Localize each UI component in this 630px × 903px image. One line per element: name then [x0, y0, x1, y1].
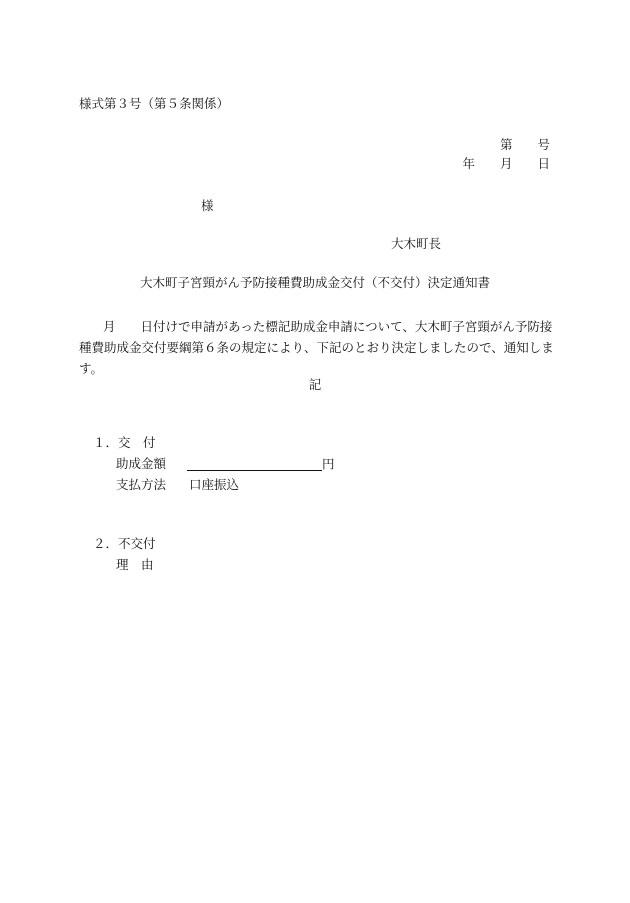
form-number: 様式第３号（第５条関係） [79, 96, 230, 111]
amount-label: 助成金額 [116, 456, 167, 471]
amount-unit: 円 [322, 456, 335, 472]
issue-date: 年 月 日 [462, 156, 550, 171]
section1-heading: １．交 付 [93, 435, 156, 450]
issuer-name: 大木町長 [390, 236, 441, 251]
section2-heading: ２．不交付 [93, 536, 156, 551]
amount-blank-line [187, 458, 322, 471]
document-title: 大木町子宮頸がん予防接種費助成金交付（不交付）決定通知書 [139, 275, 490, 290]
payment-method-value: 口座振込 [189, 477, 240, 492]
body-paragraph: 月 日付けで申請があった標記助成金申請について、大木町子宮頸がん予防接種費助成金交付要綱第６条の規定により、下記のとおり決定しましたので、通知します。 [79, 319, 554, 376]
payment-method-label: 支払方法 [116, 477, 167, 492]
recipient-suffix: 様 [201, 198, 214, 213]
amount-field [187, 458, 335, 471]
ki-marker: 記 [308, 377, 322, 392]
issue-number: 第 号 [499, 137, 550, 152]
reason-label: 理 由 [116, 557, 154, 572]
